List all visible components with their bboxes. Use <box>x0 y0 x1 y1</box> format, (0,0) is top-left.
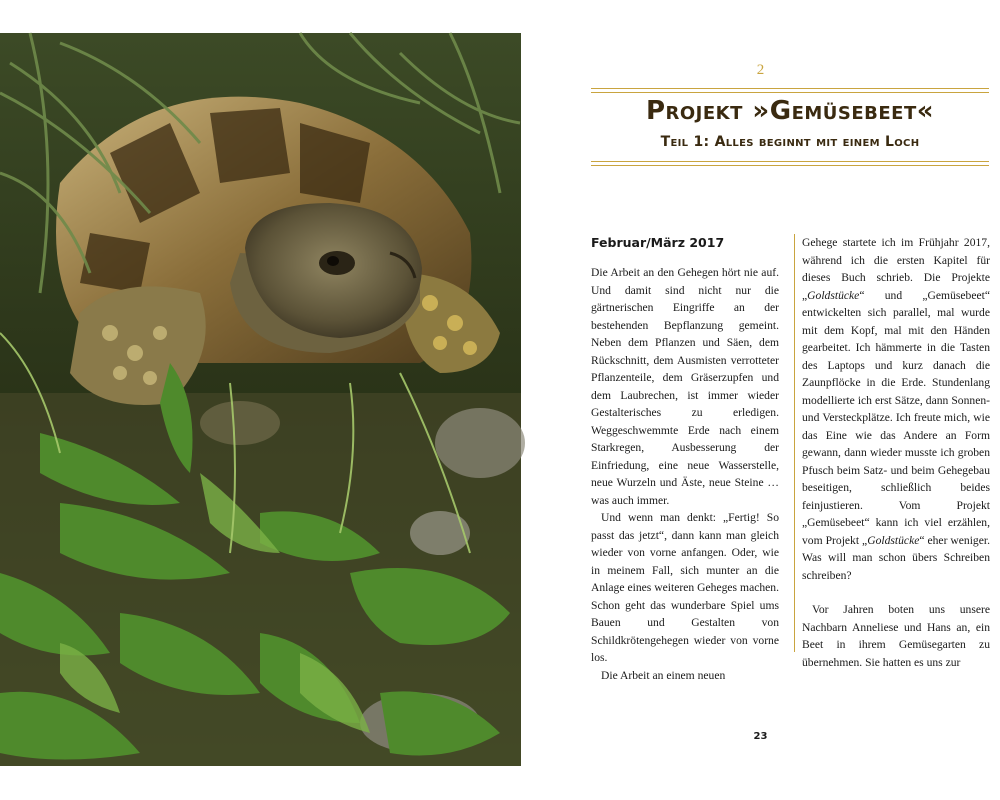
chapter-number: 2 <box>756 62 765 78</box>
paragraph: Die Arbeit an einem neuen <box>601 668 726 682</box>
chapter-subtitle: Teil 1: Alles beginnt mit einem Loch <box>660 134 920 150</box>
tortoise-illustration <box>0 33 521 766</box>
emphasis-title: Goldstücke <box>867 533 920 547</box>
chapter-title: Projekt »Gemüsebeet« <box>645 96 935 126</box>
text-run: “ und „Gemüsebeet“ entwickelten sich parallel, mal wurde mit dem Kopf, mal mit den Händen gearbeitet. Ich hämmerte in die Tasten des Laptops und kurz danach die Zaunpflöcke in die Erde. Stundenlang modellierte ich erst Sätze, dann Sonnen- und Versteckplätze. Ich freute mich, wie das Eine wie das Andere an Form gewann, dann wieder musste ich groben Pfusch beim Satz- und beim Gehegebau beseitigen, schließlich beides feinjustieren. Vom Projekt „Gemüsebeet“ kann ich viel erzählen, vom Projekt „ <box>802 288 990 547</box>
paragraph: Und wenn man denkt: „Fertig! So passt das jetzt“, dann kann man gleich wieder von vorne anfangen. Oder, wie in meinem Fall, sich munter an die Anlage eines weiteren Geheges machen. Schon geht das wunderbare Spiel ums Bauen und Gestalten von Schildkrötengehegen wieder von vorne los. <box>591 511 779 664</box>
paragraph <box>802 234 990 584</box>
paragraph: Die Arbeit an den Gehegen hört nie auf. Und damit sind nicht nur die gärtnerischen Eingriffe an der bestehenden Bepflanzung gemeint. Neben dem Pflanzen und Säen, dem Rückschnitt, dem Ausmisten verrotteter Pflanzenteile, dem Gräserzupfen und dem Laubrechen, ist immer wieder Gestalterisches zu erledigen. Weggeschwemmte Erde nach einem Starkregen, Ausbesserung der Einfriedung, eine neue Wasserstelle, neue Wurzeln und Äste, neue Steine … was auch immer. <box>591 266 779 507</box>
book-page <box>521 0 1000 800</box>
emphasis-title: Goldstücke <box>807 288 860 302</box>
paragraph: Vor Jahren boten uns unsere Nachbarn Anneliese und Hans an, ein Beet in ihrem Gemüsegarten zu übernehmen. Sie hatten es uns zur <box>802 603 990 669</box>
text-column-left <box>591 234 779 682</box>
page-number: 23 <box>753 731 768 742</box>
section-heading: Februar/März 2017 <box>591 235 725 250</box>
text-column-right <box>802 234 990 669</box>
text-run: “ eher weniger. Was will man schon übers Schreiben schreiben? <box>802 533 990 582</box>
gold-rule-top <box>591 88 989 93</box>
column-divider <box>794 234 795 652</box>
tortoise-photo <box>0 33 521 766</box>
gold-rule-bottom <box>591 161 989 166</box>
text-run: Gehege startete ich im Frühjahr 2017, während ich die ersten Kapitel für dieses Buch schrieb. Die Projekte „ <box>802 236 990 302</box>
